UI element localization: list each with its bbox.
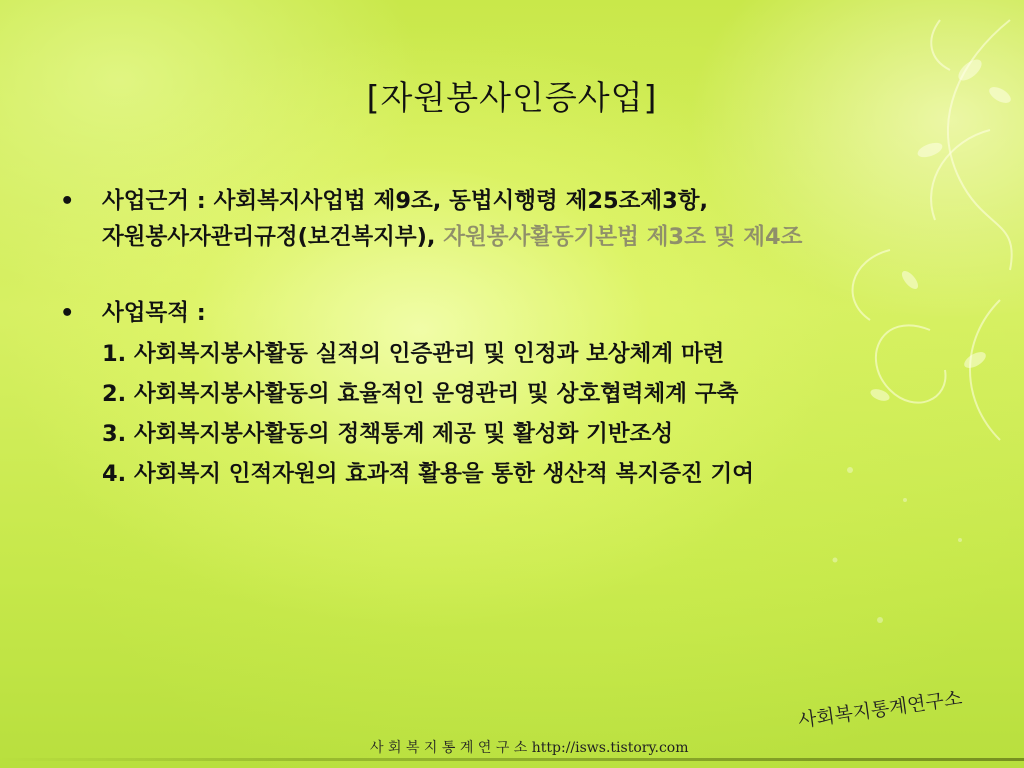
bullet-symbol: • [60,188,75,214]
footer-text: 사 회 복 지 통 계 연 구 소 http://isws.tistory.com [370,740,689,756]
bullet-basis [60,183,820,255]
list-item: 3. 사회복지봉사활동의 정책통계 제공 및 활성화 기반조성 [102,421,674,447]
basis-text: 사업근거 : 사회복지사업법 제9조, 동법시행령 제25조제3항, 자원봉사자관리규정(보건복지부), [102,188,709,250]
bullet-symbol: • [60,300,75,326]
bullet-purpose [60,295,820,331]
brand-logo: 사회복지통계연구소 [796,687,964,733]
purpose-heading: 사업목적 : [102,300,206,326]
slide-body [60,183,820,491]
list-item: 4. 사회복지 인적자원의 효과적 활용을 통한 생산적 복지증진 기여 [102,461,754,487]
list-item: 1. 사회복지봉사활동 실적의 인증관리 및 인정과 보상체계 마련 [102,341,725,367]
bullet-text [102,183,820,255]
list-item: 2. 사회복지봉사활동의 효율적인 운영관리 및 상호협력체계 구축 [102,381,739,407]
purpose-list [60,337,820,491]
slide-title: [자원봉사인증사업] [366,78,658,117]
basis-highlight-text: 자원봉사활동기본법 제3조 및 제4조 [443,224,803,250]
footer-divider [0,758,1024,761]
